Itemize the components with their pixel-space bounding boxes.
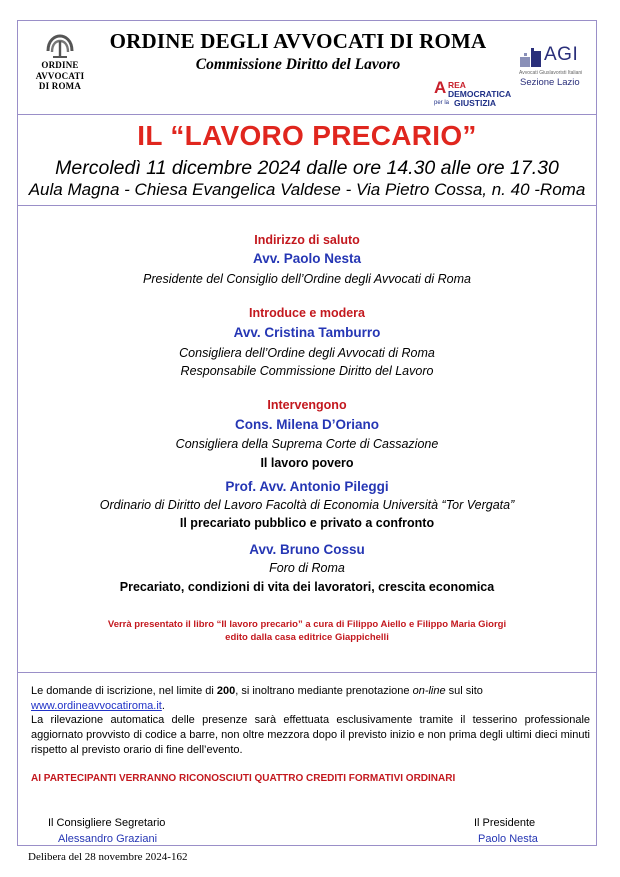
- signature-secretary-name: Alessandro Graziani: [58, 833, 158, 845]
- greeting-speaker: Avv. Paolo Nesta: [252, 251, 362, 266]
- speaker-1-desc: Consigliera della Suprema Corte di Cassazione: [175, 437, 439, 451]
- org-title: ORDINE DEGLI AVVOCATI DI ROMA: [109, 29, 487, 53]
- registration-text-a: Le domande di iscrizione, nel limite di: [31, 685, 217, 697]
- title-divider: [17, 205, 597, 206]
- agi-emblem-icon: [520, 48, 542, 68]
- book-presentation-line-1: Verrà presentato il libro “Il lavoro precario” a cura di Filippo Aiello e Filippo Maria Giorgi: [107, 619, 507, 630]
- greeting-desc: Presidente del Consiglio dell’Ordine degli Avvocati di Roma: [143, 272, 471, 286]
- attendance-paragraph: La rilevazione automatica delle presenze sarà effettuata esclusivamente tramite il tesserino professionale aggiornato provvisto di codice a barre, non oltre mezzora dopo il previsto inizio e non prima degli ultimi dieci minuti rispetto al previsto orario di fine dell’evento.: [31, 714, 590, 756]
- speaker-2-desc: Ordinario di Diritto del Lavoro Facoltà di Economia Università “Tor Vergata”: [99, 498, 515, 512]
- speakers-role: Intervengono: [267, 398, 347, 412]
- speaker-2-topic: Il precariato pubblico e privato a confronto: [179, 516, 435, 530]
- logo-text-line-2: AVVOCATI: [35, 70, 85, 81]
- registration-notes: [31, 684, 590, 758]
- speaker-3-desc: Foro di Roma: [269, 561, 345, 575]
- moderator-speaker: Avv. Cristina Tamburro: [233, 325, 381, 340]
- agi-logo-region: Sezione Lazio: [520, 77, 580, 88]
- signature-president-name: Paolo Nesta: [478, 833, 538, 845]
- area-logo-a: A: [434, 78, 447, 97]
- event-venue: Aula Magna - Chiesa Evangelica Valdese - Via Pietro Cossa, n. 40 -Roma: [28, 180, 586, 199]
- ordine-avvocati-logo: [32, 34, 88, 92]
- org-subtitle: Commissione Diritto del Lavoro: [195, 56, 401, 73]
- moderator-role: Introduce e modera: [249, 306, 365, 320]
- event-date: Mercoledì 11 dicembre 2024 dalle ore 14.30 alle ore 17.30: [55, 157, 559, 179]
- registration-text-b: , si inoltrano mediante prenotazione: [235, 685, 413, 697]
- registration-text-c: sul sito: [445, 685, 483, 697]
- speaker-3-name: Avv. Bruno Cossu: [249, 542, 365, 557]
- signature-president-title: Il Presidente: [474, 817, 536, 829]
- credits-notice: AI PARTECIPANTI VERRANNO RICONOSCIUTI QUATTRO CREDITI FORMATIVI ORDINARI: [31, 773, 456, 784]
- area-logo-line-2: DEMOCRATICA: [448, 89, 512, 99]
- area-logo-line-1: REA: [448, 80, 466, 90]
- area-logo-line-3-small: per la: [434, 100, 450, 106]
- area-logo-line-3: GIUSTIZIA: [454, 97, 497, 108]
- moderator-desc-1: Consigliera dell’Ordine degli Avvocati di Roma: [179, 346, 435, 360]
- greeting-role: Indirizzo di saluto: [254, 233, 360, 247]
- area-democratica-logo: [434, 78, 534, 114]
- website-link[interactable]: www.ordineavvocatiroma.it: [31, 699, 162, 712]
- logo-text-line-1: ORDINE: [41, 60, 79, 70]
- speaker-1-name: Cons. Milena D’Oriano: [234, 417, 380, 432]
- delibera-footer: Delibera del 28 novembre 2024-162: [28, 851, 188, 863]
- scales-emblem-icon: [45, 34, 75, 60]
- speaker-2-name: Prof. Avv. Antonio Pileggi: [225, 479, 389, 494]
- registration-limit: 200: [216, 685, 236, 697]
- signature-secretary-title: Il Consigliere Segretario: [48, 817, 166, 829]
- notes-divider: [17, 672, 597, 673]
- moderator-desc-2: Responsabile Commissione Diritto del Lavoro: [180, 364, 434, 378]
- agi-logo-small-text: Avvocati Giuslavoristi Italiani: [519, 70, 583, 76]
- book-presentation-line-2: edito dalla casa editrice Giappichelli: [225, 632, 389, 643]
- logo-text-line-3: DI ROMA: [38, 81, 82, 91]
- speaker-1-topic: Il lavoro povero: [260, 456, 354, 470]
- header-divider: [17, 114, 597, 115]
- registration-paragraph: [31, 684, 590, 713]
- speaker-3-topic: Precariato, condizioni di vita dei lavoratori, crescita economica: [119, 580, 495, 594]
- event-title: IL “LAVORO PRECARIO”: [137, 120, 477, 151]
- registration-online: on-line: [412, 685, 446, 697]
- agi-logo-word: AGI: [544, 44, 579, 65]
- website-link-end: .: [161, 699, 165, 712]
